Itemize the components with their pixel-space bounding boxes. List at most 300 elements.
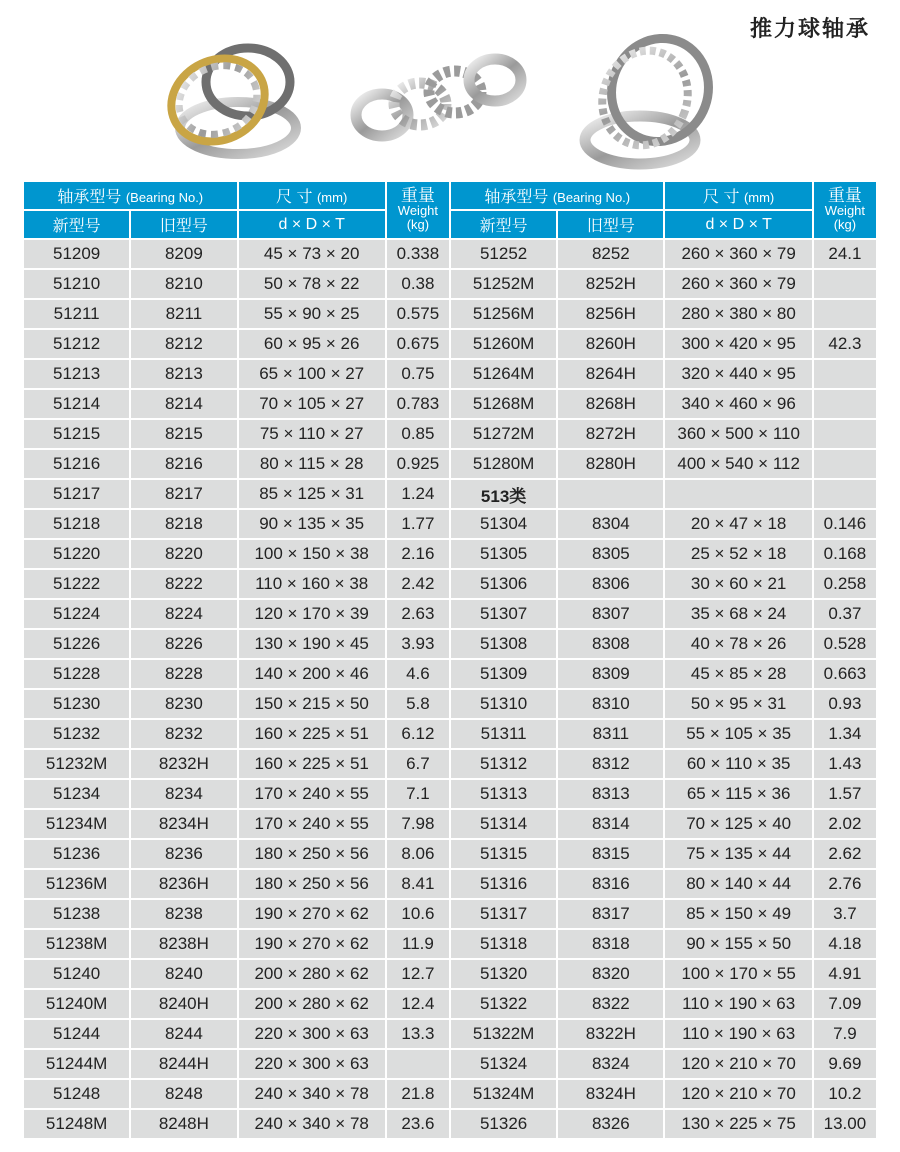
header-row-sub xyxy=(24,211,876,238)
header-weight-2 xyxy=(814,182,876,238)
cell-new-no-2: 51315 xyxy=(451,840,556,868)
cell-old-no: 8234 xyxy=(131,780,236,808)
cell-weight: 2.63 xyxy=(387,600,449,628)
cell-weight-2: 9.69 xyxy=(814,1050,876,1078)
cell-weight: 7.1 xyxy=(387,780,449,808)
cell-new-no-2: 51306 xyxy=(451,570,556,598)
table-row xyxy=(24,660,876,688)
cell-dims-2: 50 × 95 × 31 xyxy=(665,690,811,718)
header-weight-en: Weight xyxy=(397,202,439,218)
cell-old-no: 8234H xyxy=(131,810,236,838)
header-size xyxy=(239,182,385,209)
cell-old-no: 8238H xyxy=(131,930,236,958)
table-row xyxy=(24,840,876,868)
cell-dims-2: 100 × 170 × 55 xyxy=(665,960,811,988)
cell-weight: 13.3 xyxy=(387,1020,449,1048)
table-row xyxy=(24,540,876,568)
cell-weight: 8.41 xyxy=(387,870,449,898)
cell-old-no: 8244H xyxy=(131,1050,236,1078)
cell-old-no-2: 8256H xyxy=(558,300,663,328)
cell-new-no: 51234 xyxy=(24,780,129,808)
cell-dims-2: 65 × 115 × 36 xyxy=(665,780,811,808)
header-dims: d × D × T xyxy=(239,211,385,238)
table-row xyxy=(24,720,876,748)
cell-new-no: 51222 xyxy=(24,570,129,598)
table-row xyxy=(24,240,876,268)
cell-weight-2: 42.3 xyxy=(814,330,876,358)
cell-dims-2: 75 × 135 × 44 xyxy=(665,840,811,868)
cell-weight: 10.6 xyxy=(387,900,449,928)
table-row xyxy=(24,390,876,418)
cell-weight-2: 1.57 xyxy=(814,780,876,808)
cell-weight-2 xyxy=(814,480,876,508)
cell-weight: 1.77 xyxy=(387,510,449,538)
table-row xyxy=(24,870,876,898)
cell-old-no: 8230 xyxy=(131,690,236,718)
cell-new-no-2: 51256M xyxy=(451,300,556,328)
cell-old-no-2: 8305 xyxy=(558,540,663,568)
cell-weight xyxy=(387,1050,449,1078)
header-bearing-no xyxy=(24,182,237,209)
cell-weight: 0.575 xyxy=(387,300,449,328)
cell-new-no: 51230 xyxy=(24,690,129,718)
cell-dims: 170 × 240 × 55 xyxy=(239,810,385,838)
cell-dims: 55 × 90 × 25 xyxy=(239,300,385,328)
cell-weight: 0.783 xyxy=(387,390,449,418)
cell-dims: 100 × 150 × 38 xyxy=(239,540,385,568)
cell-weight-2: 0.258 xyxy=(814,570,876,598)
cell-new-no-2: 51305 xyxy=(451,540,556,568)
cell-weight: 6.7 xyxy=(387,750,449,778)
cell-new-no-2: 51310 xyxy=(451,690,556,718)
cell-weight-2: 2.02 xyxy=(814,810,876,838)
cell-dims-2: 45 × 85 × 28 xyxy=(665,660,811,688)
header-bearing-no-en-2: (Bearing No.) xyxy=(552,190,631,205)
cell-dims: 130 × 190 × 45 xyxy=(239,630,385,658)
cell-old-no-2: 8324H xyxy=(558,1080,663,1108)
cell-dims: 160 × 225 × 51 xyxy=(239,750,385,778)
cell-new-no-2: 51252M xyxy=(451,270,556,298)
cell-dims-2: 80 × 140 × 44 xyxy=(665,870,811,898)
header-new-no: 新型号 xyxy=(24,211,129,238)
header-size-cn: 尺 寸 xyxy=(276,189,313,206)
cell-new-no-2: 51326 xyxy=(451,1110,556,1138)
table-row xyxy=(24,930,876,958)
cell-dims: 240 × 340 × 78 xyxy=(239,1110,385,1138)
cell-dims-2: 120 × 210 × 70 xyxy=(665,1050,811,1078)
cell-new-no: 51218 xyxy=(24,510,129,538)
cell-old-no: 8218 xyxy=(131,510,236,538)
cell-weight-2: 0.93 xyxy=(814,690,876,718)
cell-new-no: 51232M xyxy=(24,750,129,778)
cell-weight: 0.38 xyxy=(387,270,449,298)
cell-weight-2 xyxy=(814,450,876,478)
cell-dims-2: 340 × 460 × 96 xyxy=(665,390,811,418)
cell-dims-2: 120 × 210 × 70 xyxy=(665,1080,811,1108)
header-bearing-no-2 xyxy=(451,182,664,209)
cell-weight-2 xyxy=(814,360,876,388)
cell-weight-2 xyxy=(814,300,876,328)
cell-weight-2: 24.1 xyxy=(814,240,876,268)
table-row xyxy=(24,480,876,508)
header-size-2 xyxy=(665,182,811,209)
table-row xyxy=(24,270,876,298)
header-weight-unit: (kg) xyxy=(406,216,430,232)
cell-dims: 110 × 160 × 38 xyxy=(239,570,385,598)
cell-weight: 1.24 xyxy=(387,480,449,508)
table-row xyxy=(24,810,876,838)
cell-old-no-2: 8311 xyxy=(558,720,663,748)
cell-weight-2: 3.7 xyxy=(814,900,876,928)
cell-old-no-2: 8307 xyxy=(558,600,663,628)
cell-old-no-2: 8260H xyxy=(558,330,663,358)
table-row xyxy=(24,1110,876,1138)
cell-dims: 190 × 270 × 62 xyxy=(239,900,385,928)
cell-weight: 12.7 xyxy=(387,960,449,988)
table-row xyxy=(24,360,876,388)
cell-weight-2: 7.9 xyxy=(814,1020,876,1048)
cell-dims-2: 55 × 105 × 35 xyxy=(665,720,811,748)
cell-old-no: 8244 xyxy=(131,1020,236,1048)
cell-dims-2: 20 × 47 × 18 xyxy=(665,510,811,538)
cell-old-no-2: 8306 xyxy=(558,570,663,598)
cell-new-no: 51213 xyxy=(24,360,129,388)
cell-new-no: 51248 xyxy=(24,1080,129,1108)
cell-old-no: 8209 xyxy=(131,240,236,268)
cell-new-no-2: 51324 xyxy=(451,1050,556,1078)
cell-old-no-2: 8308 xyxy=(558,630,663,658)
cell-old-no: 8232 xyxy=(131,720,236,748)
header-old-no: 旧型号 xyxy=(131,211,236,238)
cell-old-no-2: 8272H xyxy=(558,420,663,448)
cell-dims: 220 × 300 × 63 xyxy=(239,1050,385,1078)
cell-new-no: 51224 xyxy=(24,600,129,628)
cell-new-no: 51238M xyxy=(24,930,129,958)
header-bearing-no-en: (Bearing No.) xyxy=(125,190,204,205)
cell-old-no: 8213 xyxy=(131,360,236,388)
cell-weight-2: 13.00 xyxy=(814,1110,876,1138)
cell-old-no-2: 8318 xyxy=(558,930,663,958)
table-body xyxy=(24,240,876,1138)
table-row xyxy=(24,690,876,718)
table-row xyxy=(24,570,876,598)
cell-new-no-2: 51309 xyxy=(451,660,556,688)
cell-old-no: 8220 xyxy=(131,540,236,568)
cell-weight: 2.42 xyxy=(387,570,449,598)
cell-weight: 4.6 xyxy=(387,660,449,688)
cell-dims: 45 × 73 × 20 xyxy=(239,240,385,268)
bearing-photo-assembled xyxy=(585,25,723,164)
cell-new-no-2: 51268M xyxy=(451,390,556,418)
cell-old-no: 8210 xyxy=(131,270,236,298)
cell-dims: 220 × 300 × 63 xyxy=(239,1020,385,1048)
cell-dims-2: 400 × 540 × 112 xyxy=(665,450,811,478)
cell-new-no-2: 51280M xyxy=(451,450,556,478)
cell-dims: 85 × 125 × 31 xyxy=(239,480,385,508)
cell-weight: 6.12 xyxy=(387,720,449,748)
cell-new-no: 51226 xyxy=(24,630,129,658)
cell-dims-2: 260 × 360 × 79 xyxy=(665,270,811,298)
cell-old-no-2: 8264H xyxy=(558,360,663,388)
cell-new-no: 51248M xyxy=(24,1110,129,1138)
cell-old-no: 8217 xyxy=(131,480,236,508)
cell-new-no-2: 51317 xyxy=(451,900,556,928)
cell-weight: 3.93 xyxy=(387,630,449,658)
cell-dims-2: 30 × 60 × 21 xyxy=(665,570,811,598)
cell-weight: 7.98 xyxy=(387,810,449,838)
header-weight-unit-2: (kg) xyxy=(833,216,857,232)
cell-new-no: 51216 xyxy=(24,450,129,478)
header-old-no-2: 旧型号 xyxy=(558,211,663,238)
cell-dims: 50 × 78 × 22 xyxy=(239,270,385,298)
cell-weight: 0.75 xyxy=(387,360,449,388)
cell-dims-2: 300 × 420 × 95 xyxy=(665,330,811,358)
cell-old-no: 8248 xyxy=(131,1080,236,1108)
cell-new-no: 51212 xyxy=(24,330,129,358)
cell-old-no-2: 8304 xyxy=(558,510,663,538)
cell-old-no-2: 8314 xyxy=(558,810,663,838)
cell-weight: 0.675 xyxy=(387,330,449,358)
cell-dims-2: 70 × 125 × 40 xyxy=(665,810,811,838)
cell-weight: 0.925 xyxy=(387,450,449,478)
cell-old-no-2: 8315 xyxy=(558,840,663,868)
cell-old-no-2: 8317 xyxy=(558,900,663,928)
bearing-spec-table xyxy=(22,180,878,1140)
cell-old-no: 8214 xyxy=(131,390,236,418)
cell-weight: 8.06 xyxy=(387,840,449,868)
cell-old-no: 8211 xyxy=(131,300,236,328)
cell-dims-2: 90 × 155 × 50 xyxy=(665,930,811,958)
cell-old-no-2: 8310 xyxy=(558,690,663,718)
cell-weight-2: 2.62 xyxy=(814,840,876,868)
header-weight-cn-2: 重量 xyxy=(827,185,862,205)
cell-dims: 70 × 105 × 27 xyxy=(239,390,385,418)
cell-dims: 200 × 280 × 62 xyxy=(239,960,385,988)
table-row xyxy=(24,1020,876,1048)
cell-new-no-2: 51264M xyxy=(451,360,556,388)
cell-weight: 21.8 xyxy=(387,1080,449,1108)
table-row xyxy=(24,450,876,478)
cell-old-no-2: 8322 xyxy=(558,990,663,1018)
cell-old-no: 8216 xyxy=(131,450,236,478)
cell-new-no-2: 51312 xyxy=(451,750,556,778)
cell-weight-2 xyxy=(814,270,876,298)
cell-new-no-2: 51304 xyxy=(451,510,556,538)
cell-new-no-2: 51322 xyxy=(451,990,556,1018)
header-weight xyxy=(387,182,449,238)
cell-new-no-2: 51320 xyxy=(451,960,556,988)
cell-new-no-2: 51272M xyxy=(451,420,556,448)
cell-weight: 11.9 xyxy=(387,930,449,958)
cell-weight: 2.16 xyxy=(387,540,449,568)
page-title: 推力球轴承 xyxy=(749,16,870,42)
cell-weight-2: 0.663 xyxy=(814,660,876,688)
cell-weight: 5.8 xyxy=(387,690,449,718)
cell-dims: 90 × 135 × 35 xyxy=(239,510,385,538)
cell-weight: 23.6 xyxy=(387,1110,449,1138)
cell-old-no: 8236 xyxy=(131,840,236,868)
cell-new-no-2: 51316 xyxy=(451,870,556,898)
cell-dims: 150 × 215 × 50 xyxy=(239,690,385,718)
cell-weight: 0.85 xyxy=(387,420,449,448)
cell-dims: 140 × 200 × 46 xyxy=(239,660,385,688)
cell-weight-2: 2.76 xyxy=(814,870,876,898)
table-row xyxy=(24,780,876,808)
header-bearing-no-cn: 轴承型号 xyxy=(57,189,122,206)
cell-weight-2: 1.43 xyxy=(814,750,876,778)
cell-old-no-2: 8320 xyxy=(558,960,663,988)
bearing-photo-brass-cage xyxy=(158,43,296,156)
cell-new-no-2: 51324M xyxy=(451,1080,556,1108)
table-row xyxy=(24,1050,876,1078)
cell-dims-2: 360 × 500 × 110 xyxy=(665,420,811,448)
cell-old-no-2: 8316 xyxy=(558,870,663,898)
header-size-cn-2: 尺 寸 xyxy=(703,189,740,206)
header-size-unit-2: (mm) xyxy=(743,190,775,205)
cell-old-no: 8240 xyxy=(131,960,236,988)
cell-old-no-2: 8252 xyxy=(558,240,663,268)
cell-dims-2: 110 × 190 × 63 xyxy=(665,1020,811,1048)
cell-old-no: 8222 xyxy=(131,570,236,598)
cell-dims-2: 60 × 110 × 35 xyxy=(665,750,811,778)
cell-new-no-2: 51311 xyxy=(451,720,556,748)
cell-old-no: 8212 xyxy=(131,330,236,358)
bearing-photos xyxy=(0,0,900,180)
header-weight-cn: 重量 xyxy=(400,185,435,205)
cell-weight-2: 0.528 xyxy=(814,630,876,658)
cell-new-no: 51244M xyxy=(24,1050,129,1078)
cell-dims-2: 110 × 190 × 63 xyxy=(665,990,811,1018)
cell-dims: 80 × 115 × 28 xyxy=(239,450,385,478)
cell-old-no: 8228 xyxy=(131,660,236,688)
cell-dims-2: 40 × 78 × 26 xyxy=(665,630,811,658)
cell-weight-2: 0.168 xyxy=(814,540,876,568)
cell-weight: 12.4 xyxy=(387,990,449,1018)
cell-dims: 170 × 240 × 55 xyxy=(239,780,385,808)
cell-dims-2: 35 × 68 × 24 xyxy=(665,600,811,628)
header-bearing-no-cn-2: 轴承型号 xyxy=(484,189,549,206)
cell-dims-2: 260 × 360 × 79 xyxy=(665,240,811,268)
table-row xyxy=(24,1080,876,1108)
cell-dims: 200 × 280 × 62 xyxy=(239,990,385,1018)
cell-new-no: 51209 xyxy=(24,240,129,268)
cell-dims: 190 × 270 × 62 xyxy=(239,930,385,958)
cell-weight-2: 10.2 xyxy=(814,1080,876,1108)
cell-new-no: 51228 xyxy=(24,660,129,688)
cell-old-no-2: 8313 xyxy=(558,780,663,808)
table-row xyxy=(24,990,876,1018)
cell-dims-2: 85 × 150 × 49 xyxy=(665,900,811,928)
cell-weight-2: 0.37 xyxy=(814,600,876,628)
cell-new-no: 51220 xyxy=(24,540,129,568)
cell-new-no-2: 51308 xyxy=(451,630,556,658)
cell-dims: 240 × 340 × 78 xyxy=(239,1080,385,1108)
cell-dims: 160 × 225 × 51 xyxy=(239,720,385,748)
cell-old-no: 8248H xyxy=(131,1110,236,1138)
cell-old-no-2 xyxy=(558,480,663,508)
cell-old-no-2: 8312 xyxy=(558,750,663,778)
table-row xyxy=(24,510,876,538)
cell-dims: 180 × 250 × 56 xyxy=(239,840,385,868)
cell-weight-2: 0.146 xyxy=(814,510,876,538)
cell-new-no-2: 51307 xyxy=(451,600,556,628)
cell-new-no-2: 51313 xyxy=(451,780,556,808)
header-weight-en-2: Weight xyxy=(824,202,866,218)
cell-dims-2: 320 × 440 × 95 xyxy=(665,360,811,388)
cell-new-no: 51244 xyxy=(24,1020,129,1048)
cell-old-no-2: 8280H xyxy=(558,450,663,478)
table-row xyxy=(24,900,876,928)
cell-old-no-2: 8326 xyxy=(558,1110,663,1138)
cell-old-no: 8232H xyxy=(131,750,236,778)
cell-new-no: 51234M xyxy=(24,810,129,838)
cell-old-no-2: 8324 xyxy=(558,1050,663,1078)
cell-old-no-2: 8322H xyxy=(558,1020,663,1048)
cell-old-no: 8226 xyxy=(131,630,236,658)
cell-old-no: 8238 xyxy=(131,900,236,928)
cell-new-no: 51236 xyxy=(24,840,129,868)
cell-weight-2: 4.91 xyxy=(814,960,876,988)
table-row xyxy=(24,600,876,628)
cell-dims-2 xyxy=(665,480,811,508)
cell-weight-2 xyxy=(814,390,876,418)
cell-weight-2: 4.18 xyxy=(814,930,876,958)
cell-old-no-2: 8252H xyxy=(558,270,663,298)
cell-old-no: 8240H xyxy=(131,990,236,1018)
cell-dims: 180 × 250 × 56 xyxy=(239,870,385,898)
header-row-top xyxy=(24,182,876,209)
cell-dims: 65 × 100 × 27 xyxy=(239,360,385,388)
cell-new-no: 51214 xyxy=(24,390,129,418)
cell-old-no: 8236H xyxy=(131,870,236,898)
cell-new-no: 51215 xyxy=(24,420,129,448)
cell-new-no-2: 51314 xyxy=(451,810,556,838)
bearing-photo-exploded xyxy=(356,59,521,136)
header-new-no-2: 新型号 xyxy=(451,211,556,238)
cell-new-no: 51238 xyxy=(24,900,129,928)
cell-dims-2: 280 × 380 × 80 xyxy=(665,300,811,328)
cell-weight-2: 7.09 xyxy=(814,990,876,1018)
cell-new-no-2: 51252 xyxy=(451,240,556,268)
table-row xyxy=(24,960,876,988)
header-dims-2: d × D × T xyxy=(665,211,811,238)
cell-new-no: 51217 xyxy=(24,480,129,508)
cell-weight-2: 1.34 xyxy=(814,720,876,748)
table-row xyxy=(24,630,876,658)
table-row xyxy=(24,420,876,448)
table-row xyxy=(24,300,876,328)
table-row xyxy=(24,330,876,358)
cell-new-no-2: 513类 xyxy=(451,480,556,508)
cell-dims: 75 × 110 × 27 xyxy=(239,420,385,448)
cell-new-no-2: 51322M xyxy=(451,1020,556,1048)
cell-dims: 60 × 95 × 26 xyxy=(239,330,385,358)
cell-old-no: 8215 xyxy=(131,420,236,448)
cell-weight: 0.338 xyxy=(387,240,449,268)
cell-dims-2: 130 × 225 × 75 xyxy=(665,1110,811,1138)
cell-dims: 120 × 170 × 39 xyxy=(239,600,385,628)
cell-old-no-2: 8309 xyxy=(558,660,663,688)
cell-new-no: 51210 xyxy=(24,270,129,298)
table-row xyxy=(24,750,876,778)
cell-old-no-2: 8268H xyxy=(558,390,663,418)
cell-new-no: 51240 xyxy=(24,960,129,988)
cell-old-no: 8224 xyxy=(131,600,236,628)
header-size-unit: (mm) xyxy=(316,190,348,205)
cell-new-no: 51236M xyxy=(24,870,129,898)
cell-new-no: 51240M xyxy=(24,990,129,1018)
cell-new-no-2: 51318 xyxy=(451,930,556,958)
